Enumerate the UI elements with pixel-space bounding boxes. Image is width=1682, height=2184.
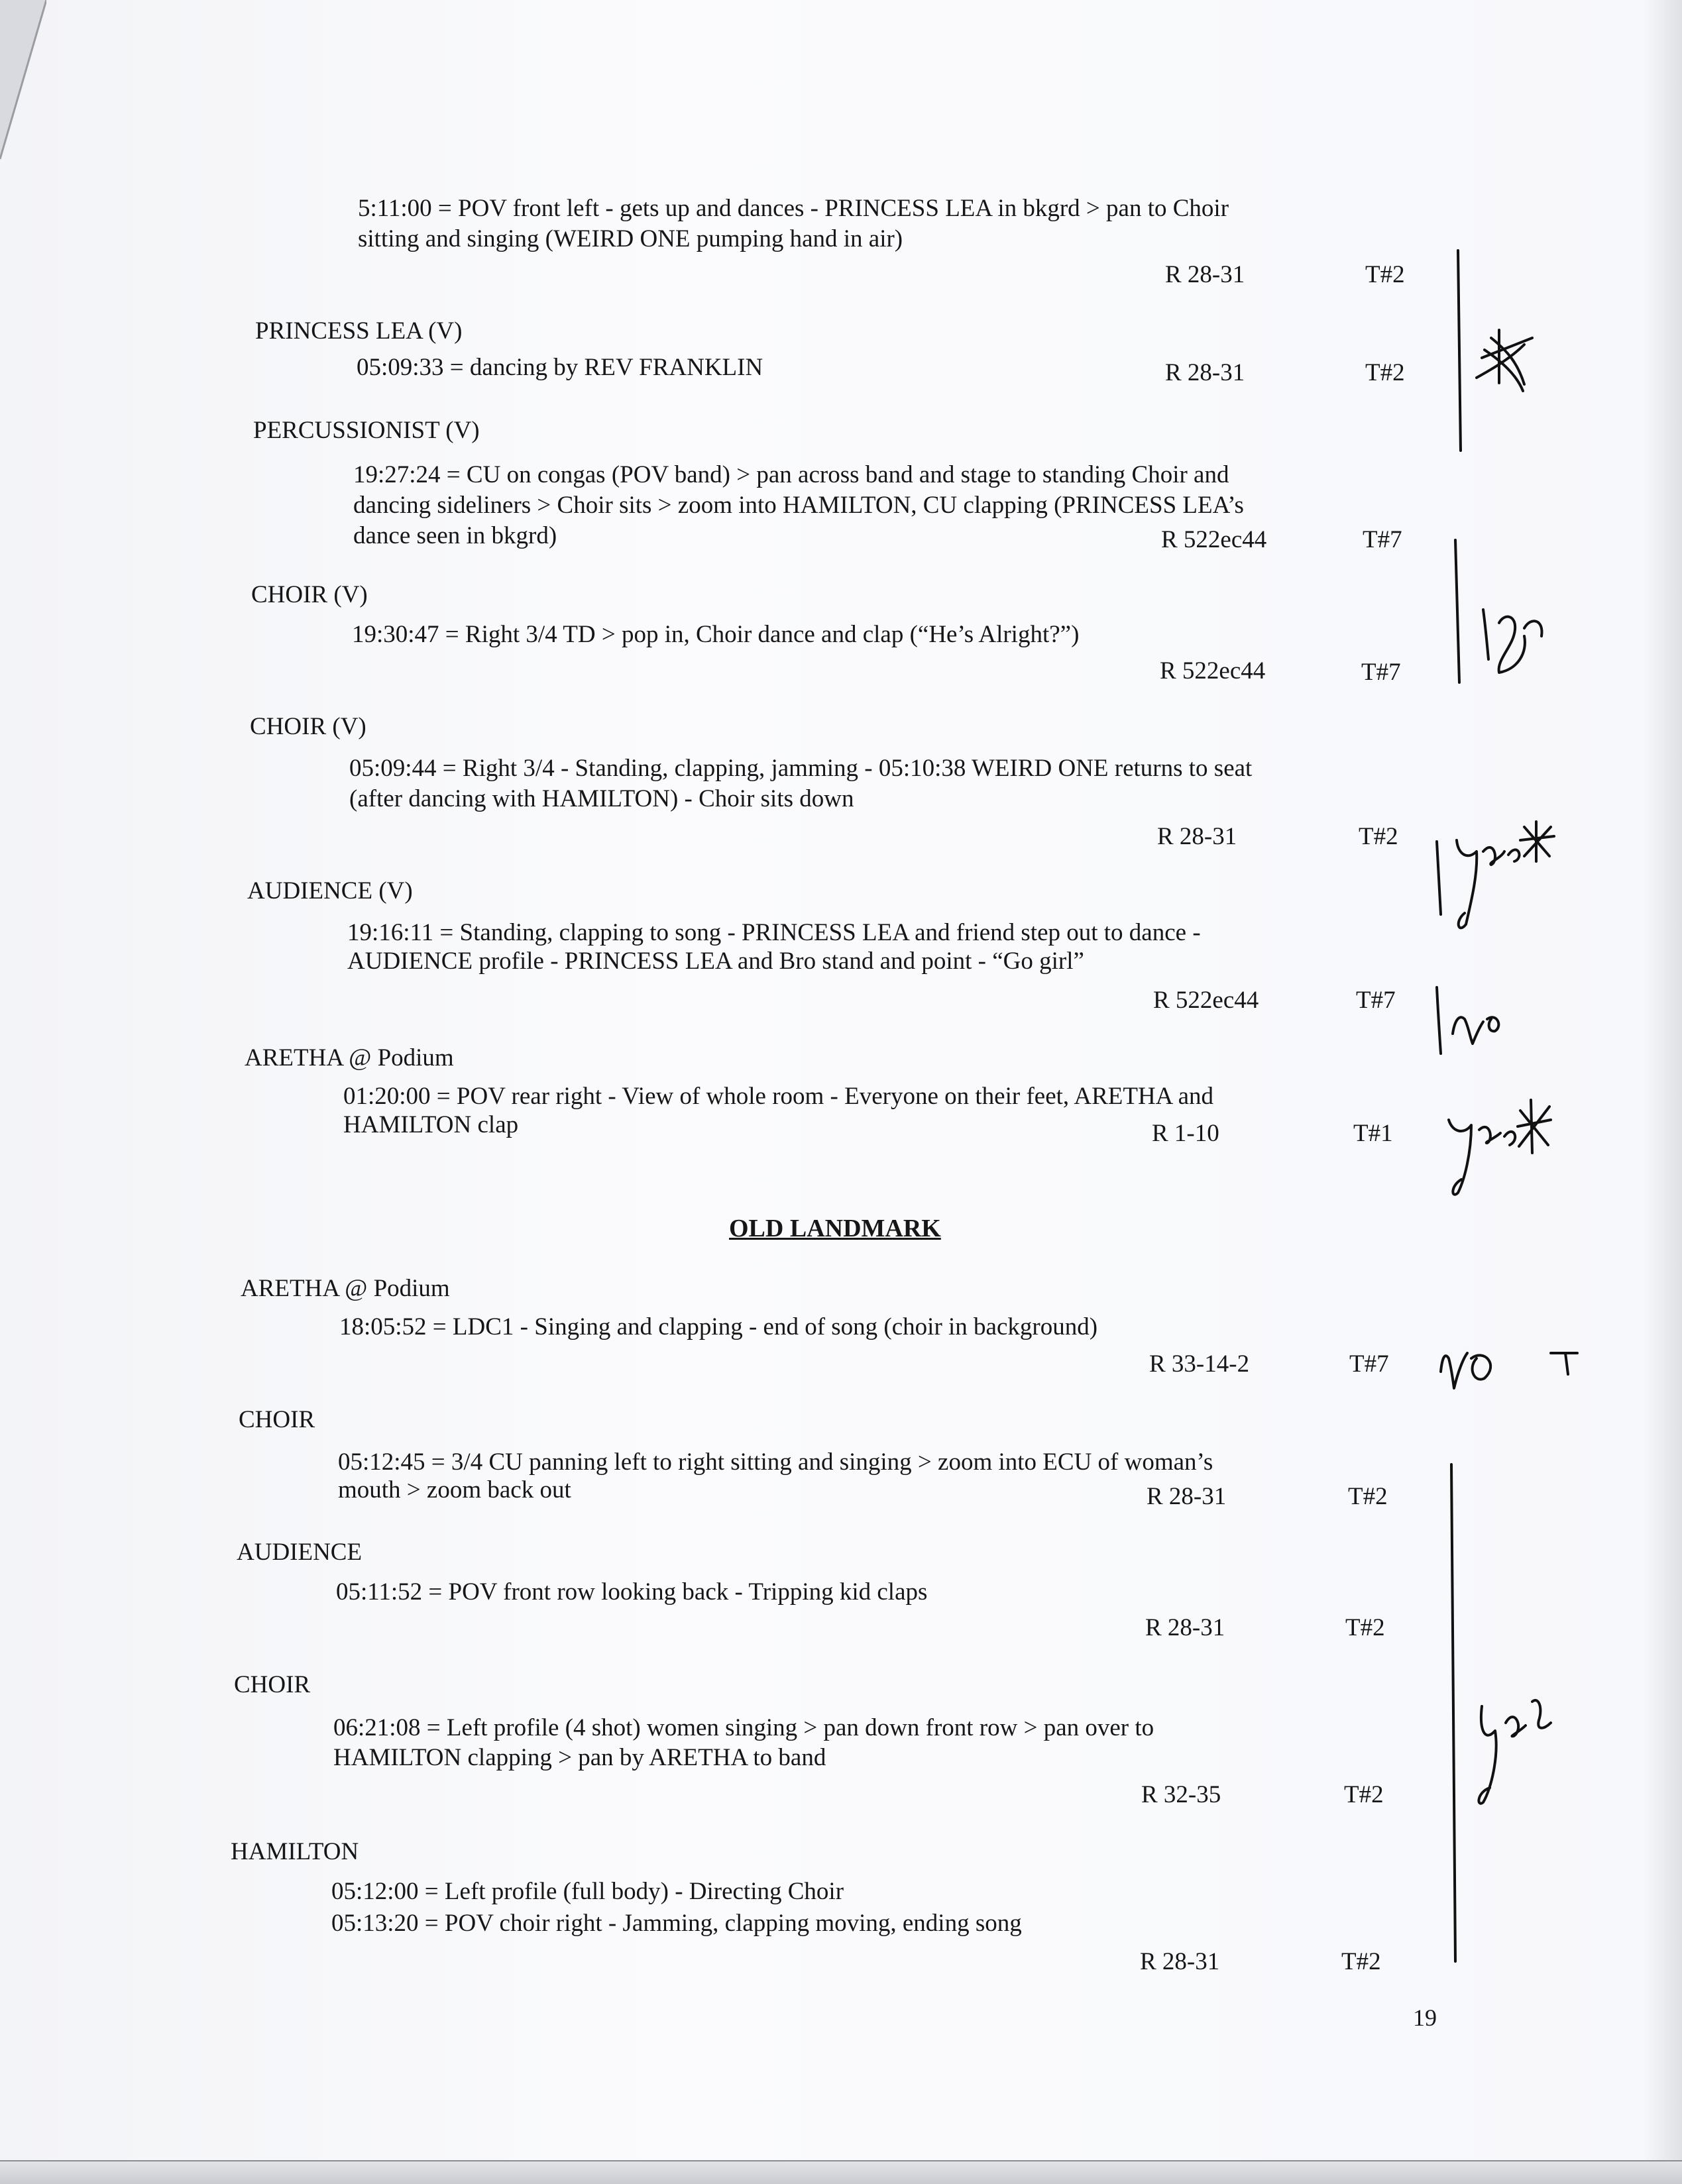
section-heading: OLD LANDMARK bbox=[729, 1215, 941, 1242]
entry-9-line2: mouth > zoom back out bbox=[338, 1476, 571, 1503]
entry-3-reel: R 522ec44 bbox=[1161, 526, 1267, 553]
entry-3-line3: dance seen in bkgrd) bbox=[353, 522, 557, 549]
entry-12-line2: 05:13:20 = POV choir right - Jamming, clapping moving, ending song bbox=[331, 1910, 1022, 1937]
entry-11-heading: CHOIR bbox=[234, 1671, 311, 1698]
entry-5-reel: R 28-31 bbox=[1157, 823, 1237, 850]
entry-3-tape: T#7 bbox=[1363, 526, 1402, 553]
entry-3-heading: PERCUSSIONIST (V) bbox=[253, 417, 480, 444]
handwriting-no-1 bbox=[1483, 610, 1542, 673]
margin-bar-3 bbox=[1451, 1464, 1455, 1961]
entry-4-heading: CHOIR (V) bbox=[251, 581, 368, 608]
entry-9-line1: 05:12:45 = 3/4 CU panning left to right sitting and singing > zoom into ECU of woman’s bbox=[338, 1448, 1213, 1476]
entry-6-line1: 19:16:11 = Standing, clapping to song - PRINCESS LEA and friend step out to dance - bbox=[347, 919, 1201, 946]
handwriting-no-3 bbox=[1441, 1353, 1490, 1388]
entry-2-tape: T#2 bbox=[1365, 359, 1405, 386]
entry-10-reel: R 28-31 bbox=[1145, 1614, 1225, 1641]
entry-10-line1: 05:11:52 = POV front row looking back - Tripping kid claps bbox=[336, 1578, 928, 1606]
entry-7-line1: 01:20:00 = POV rear right - View of whole room - Everyone on their feet, ARETHA and bbox=[343, 1083, 1214, 1110]
entry-11-tape: T#2 bbox=[1344, 1781, 1384, 1808]
entry-12-reel: R 28-31 bbox=[1140, 1948, 1220, 1975]
entry-4-reel: R 522ec44 bbox=[1160, 657, 1266, 684]
entry-7-heading: ARETHA @ Podium bbox=[245, 1044, 454, 1071]
entry-2-line1: 05:09:33 = dancing by REV FRANKLIN bbox=[357, 354, 763, 381]
entry-8-line1: 18:05:52 = LDC1 - Singing and clapping - end of song (choir in background) bbox=[339, 1313, 1098, 1340]
entry-12-heading: HAMILTON bbox=[231, 1838, 359, 1865]
page-bottom-edge bbox=[0, 2161, 1682, 2184]
entry-7-line2: HAMILTON clap bbox=[343, 1111, 519, 1138]
entry-8-reel: R 33-14-2 bbox=[1149, 1350, 1250, 1378]
handwriting-yes-2 bbox=[1449, 1100, 1551, 1195]
entry-3-line1: 19:27:24 = CU on congas (POV band) > pan across band and stage to standing Choir and bbox=[353, 461, 1229, 488]
entry-9-reel: R 28-31 bbox=[1147, 1483, 1227, 1510]
entry-6-line2: AUDIENCE profile - PRINCESS LEA and Bro stand and point - “Go girl” bbox=[347, 948, 1084, 975]
entry-9-tape: T#2 bbox=[1348, 1483, 1388, 1510]
entry-8-heading: ARETHA @ Podium bbox=[241, 1275, 450, 1302]
entry-1-line2: sitting and singing (WEIRD ONE pumping hand in air) bbox=[358, 225, 903, 252]
handwriting-t bbox=[1551, 1353, 1577, 1374]
entry-12-tape: T#2 bbox=[1341, 1948, 1381, 1975]
entry-11-line2: HAMILTON clapping > pan by ARETHA to band bbox=[333, 1744, 826, 1771]
handwriting-yes-3 bbox=[1479, 1700, 1551, 1804]
entry-11-line1: 06:21:08 = Left profile (4 shot) women singing > pan down front row > pan over to bbox=[333, 1714, 1154, 1741]
entry-1-reel: R 28-31 bbox=[1165, 261, 1245, 288]
entry-11-reel: R 32-35 bbox=[1141, 1781, 1221, 1808]
entry-6-tape: T#7 bbox=[1356, 987, 1396, 1014]
entry-1-tape: T#2 bbox=[1365, 261, 1405, 288]
entry-6-heading: AUDIENCE (V) bbox=[247, 877, 413, 904]
handwriting-no-2 bbox=[1437, 987, 1498, 1054]
entry-5-line2: (after dancing with HAMILTON) - Choir sits down bbox=[349, 785, 854, 812]
entry-4-tape: T#7 bbox=[1361, 659, 1401, 686]
entry-10-tape: T#2 bbox=[1345, 1614, 1385, 1641]
entry-2-heading: PRINCESS LEA (V) bbox=[255, 317, 463, 345]
entry-10-heading: AUDIENCE bbox=[237, 1539, 363, 1566]
handwriting-yes-1 bbox=[1437, 822, 1554, 928]
entry-4-line1: 19:30:47 = Right 3/4 TD > pop in, Choir dance and clap (“He’s Alright?”) bbox=[352, 621, 1080, 648]
margin-bar-2 bbox=[1455, 540, 1459, 682]
entry-3-line2: dancing sideliners > Choir sits > zoom into HAMILTON, CU clapping (PRINCESS LEA’s bbox=[353, 492, 1244, 519]
entry-5-heading: CHOIR (V) bbox=[250, 713, 366, 740]
entry-8-tape: T#7 bbox=[1349, 1350, 1389, 1378]
entry-9-heading: CHOIR bbox=[239, 1406, 315, 1433]
entry-7-reel: R 1-10 bbox=[1152, 1120, 1219, 1147]
entry-5-line1: 05:09:44 = Right 3/4 - Standing, clapping, jamming - 05:10:38 WEIRD ONE returns to seat bbox=[349, 755, 1253, 782]
star-mark-1 bbox=[1477, 330, 1532, 391]
entry-12-line1: 05:12:00 = Left profile (full body) - Directing Choir bbox=[331, 1878, 844, 1905]
entry-2-reel: R 28-31 bbox=[1165, 359, 1245, 386]
page-number: 19 bbox=[1413, 2004, 1437, 2031]
entry-6-reel: R 522ec44 bbox=[1153, 987, 1259, 1014]
entry-7-tape: T#1 bbox=[1353, 1120, 1393, 1147]
entry-1-line1: 5:11:00 = POV front left - gets up and dances - PRINCESS LEA in bkgrd > pan to Choir bbox=[358, 195, 1229, 222]
entry-5-tape: T#2 bbox=[1359, 823, 1398, 850]
margin-bar-1 bbox=[1458, 250, 1461, 451]
